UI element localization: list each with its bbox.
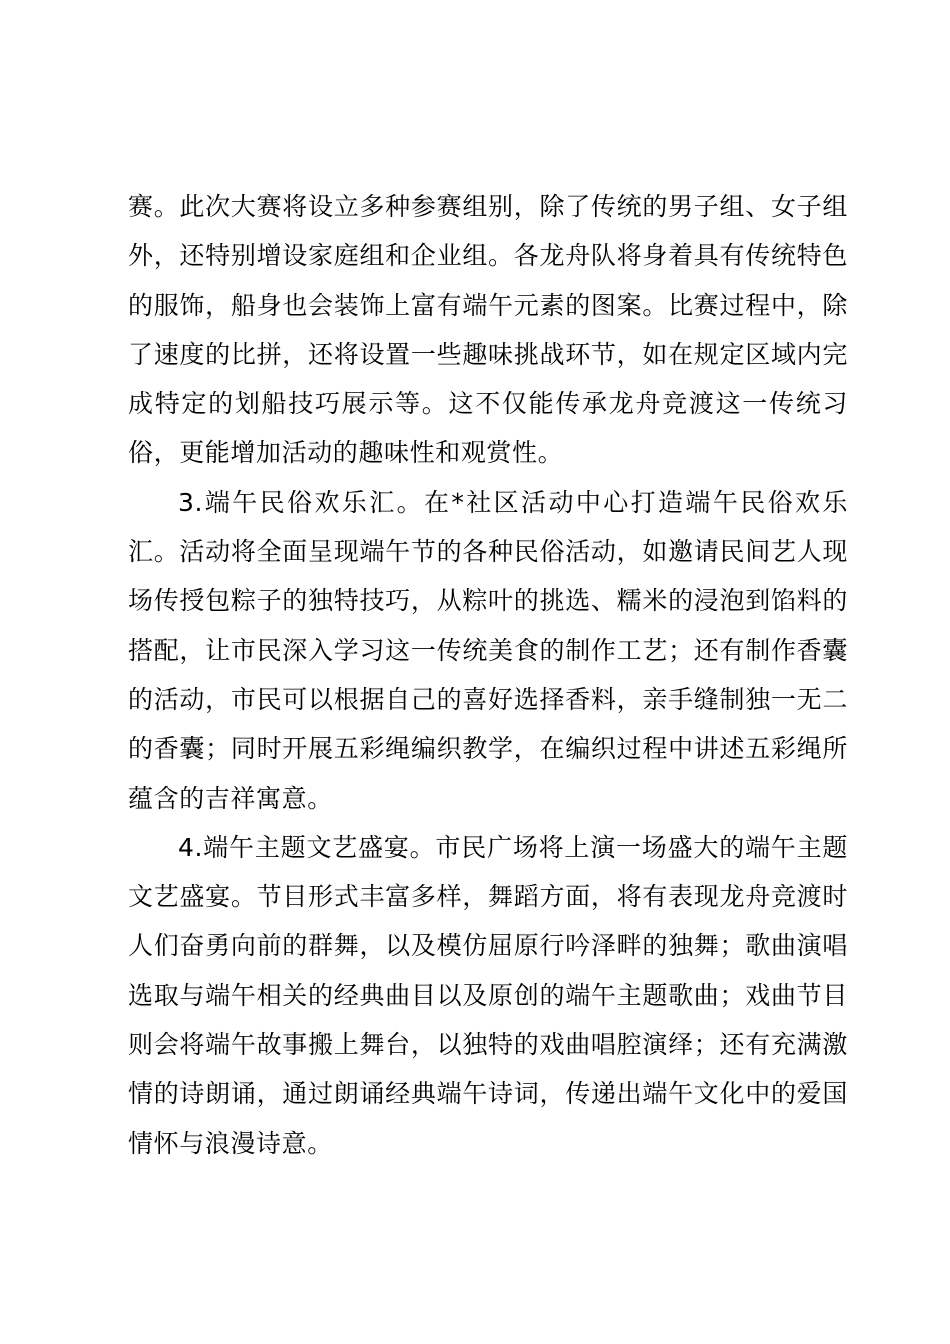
paragraph-art-gala: 4.端午主题文艺盛宴。市民广场将上演一场盛大的端午主题文艺盛宴。节目形式丰富多样，舞蹈方面，将有表现龙舟竞渡时人们奋勇向前的群舞，以及模仿屈原行吟泽畔的独舞；歌曲演唱选取与端午相关的经典曲目以及原创的端午主题歌曲；戏曲节目则会将端午故事搬上舞台，以独特的戏曲唱腔演绎；还有充满激情的诗朗诵，通过朗诵经典端午诗词，传递出端午文化中的爱国情怀与浪漫诗意。 [128, 832, 848, 1158]
document-body [128, 182, 848, 1168]
paragraph-folk-carnival: 3.端午民俗欢乐汇。在*社区活动中心打造端午民俗欢乐汇。活动将全面呈现端午节的各种民俗活动，如邀请民间艺人现场传授包粽子的独特技巧，从粽叶的挑选、糯米的浸泡到馅料的搭配，让市民深入学习这一传统美食的制作工艺；还有制作香囊的活动，市民可以根据自己的喜好选择香料，亲手缝制独一无二的香囊；同时开展五彩绳编织教学，在编织过程中讲述五彩绳所蕴含的吉祥寓意。 [128, 487, 848, 813]
paragraph-dragon-boat-continued: 赛。此次大赛将设立多种参赛组别，除了传统的男子组、女子组外，还特别增设家庭组和企业组。各龙舟队将身着具有传统特色的服饰，船身也会装饰上富有端午元素的图案。比赛过程中，除了速度的比拼，还将设置一些趣味挑战环节，如在规定区域内完成特定的划船技巧展示等。这不仅能传承龙舟竞渡这一传统习俗，更能增加活动的趣味性和观赏性。 [128, 192, 848, 468]
